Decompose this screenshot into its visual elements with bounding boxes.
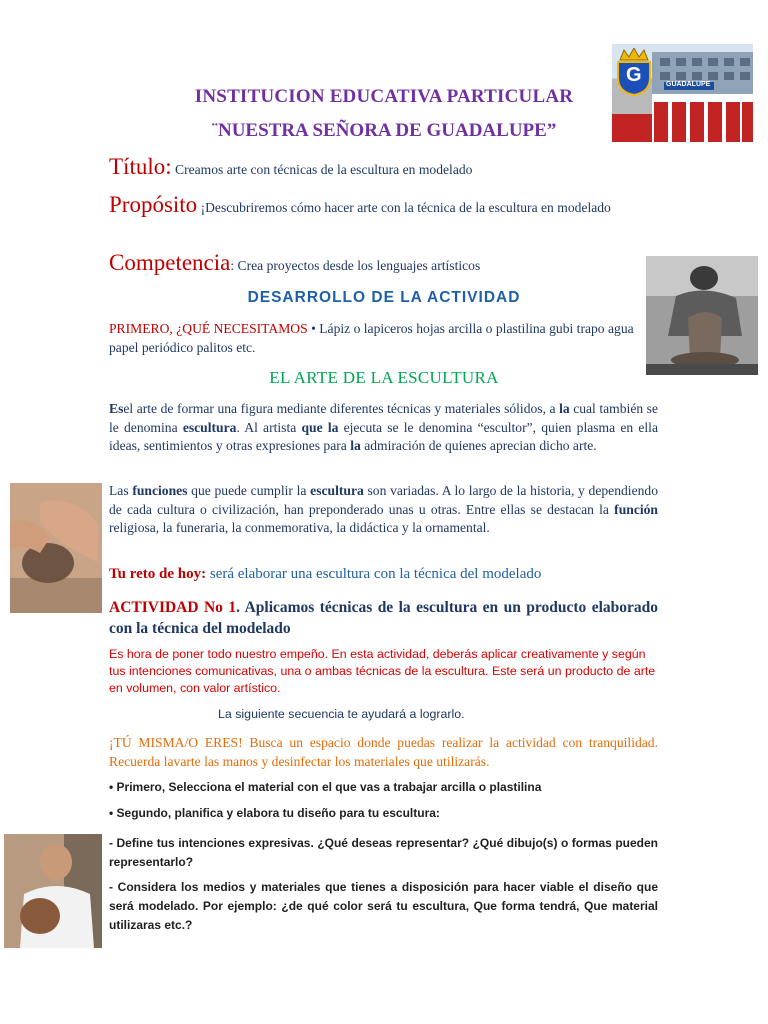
necesitamos-label: PRIMERO, ¿QUÉ NECESITAMOS <box>109 321 308 336</box>
funcion-bold: función <box>614 501 658 517</box>
funciones-text-4: religiosa, la funeraria, la conmemorativa, la didáctica y la ornamental. <box>109 520 490 535</box>
la2-bold: la <box>350 438 361 453</box>
reto-text: será elaborar una escultura con la técnica del modelado <box>206 566 542 582</box>
escultura-bold: escultura <box>182 419 237 435</box>
hands-illustration <box>10 483 102 613</box>
school-logo <box>614 48 654 96</box>
competencia-line <box>109 250 649 276</box>
competencia-text: : Crea proyectos desde los lenguajes artísticos <box>230 258 481 273</box>
funciones-bold: funciones <box>132 483 188 498</box>
proposito-paragraph <box>109 192 658 218</box>
sub-define: - Define tus intenciones expresivas. ¿Qué deseas representar? ¿Qué dibujo(s) o formas pueden representarlo? <box>109 836 658 869</box>
sculptor-photo <box>4 834 102 948</box>
funciones-paragraph <box>109 482 658 538</box>
desarrollo-heading: DESARROLLO DE LA ACTIVIDAD <box>247 289 521 306</box>
building-sign: GUADALUPE <box>666 81 711 88</box>
titulo-line <box>109 154 669 180</box>
school-name: INSTITUCION EDUCATIVA PARTICULAR <box>194 86 574 107</box>
arte-heading: EL ARTE DE LA ESCULTURA <box>269 368 499 387</box>
es-text-5: admiración de quienes aprecian dicho arte. <box>360 438 597 453</box>
la-bold: la <box>559 401 570 416</box>
bullet-primero: • Primero, Selecciona el material con el que vas a trabajar arcilla o plastilina <box>109 780 542 794</box>
es-text-3: . Al artista <box>236 419 302 435</box>
misma-paragraph: ¡TÚ MISMA/O ERES! Busca un espacio donde puedas realizar la actividad con tranquilidad. Recuerda lavarte las manos y desinfectar los materiales que utilizarás. <box>109 735 658 769</box>
necesitamos-text: • Lápiz o lapiceros hojas arcilla o plastilina gubi trapo agua papel periódico palitos etc. <box>109 321 634 355</box>
bullet-segundo: • Segundo, planifica y elabora tu diseño para tu escultura: <box>109 806 440 820</box>
que-la-bold: que la <box>301 419 339 435</box>
reto-label: Tu reto de hoy: <box>109 566 207 582</box>
titulo-label: Título: <box>109 154 172 179</box>
escultura-bold-2: escultura <box>310 483 364 498</box>
sub-considera: - Considera los medios y materiales que tienes a disposición para hacer viable el diseño que será modelado. Por ejemplo: ¿de qué color será tu escultura, Que forma tendrá, Que material utilizaras etc.? <box>109 880 658 932</box>
potter-illustration <box>646 256 758 375</box>
competencia-label: Competencia <box>109 250 231 275</box>
logo-letter: G <box>626 64 642 86</box>
sculptor-illustration <box>4 834 102 948</box>
secuencia-text: La siguiente secuencia te ayudará a lograrlo. <box>218 707 465 721</box>
escultura-definition <box>109 400 658 456</box>
funciones-text-3: son variadas. A lo largo de la historia, y dependiendo de cada cultura o civilización, han preponderado unas u otras. Entre ellas se destacan la <box>109 483 658 517</box>
actividad-text: . Aplicamos técnicas de la escultura en un producto elaborado con la técnica del modelado <box>109 599 658 637</box>
funciones-text-2: que puede cumplir la <box>187 483 311 498</box>
school-building-photo <box>612 44 753 142</box>
hands-clay-photo <box>10 483 102 613</box>
proposito-label: Propósito <box>109 192 198 217</box>
titulo-text: Creamos arte con técnicas de la escultura en modelado <box>171 162 473 177</box>
proposito-text: ¡Descubriremos cómo hacer arte con la técnica de la escultura en modelado <box>197 200 611 215</box>
es-bold: Es <box>109 401 124 416</box>
potter-wheel-photo <box>646 256 758 375</box>
school-motto: ¨NUESTRA SEÑORA DE GUADALUPE” <box>211 120 557 141</box>
actividad-label: ACTIVIDAD No 1 <box>109 599 237 616</box>
empeno-paragraph: Es hora de poner todo nuestro empeño. En esta actividad, deberás aplicar creativamente y según tus intenciones comunicativas, una o ambas técnicas de la escultura. Este será un producto de arte en volumen, con valor artístico. <box>109 647 656 695</box>
reto-line <box>109 566 669 583</box>
es-text-1: el arte de formar una figura mediante diferentes técnicas y materiales sólidos, a <box>123 401 560 416</box>
es-text-4: ejecuta se le denomina “escultor”, quien plasma en ella ideas, sentimientos y otras expresiones para <box>109 419 658 453</box>
es-text-2: cual también se le denomina <box>109 401 659 435</box>
funciones-text-1: Las <box>109 483 133 498</box>
actividad-paragraph <box>109 597 658 639</box>
necesitamos-paragraph <box>109 320 649 357</box>
